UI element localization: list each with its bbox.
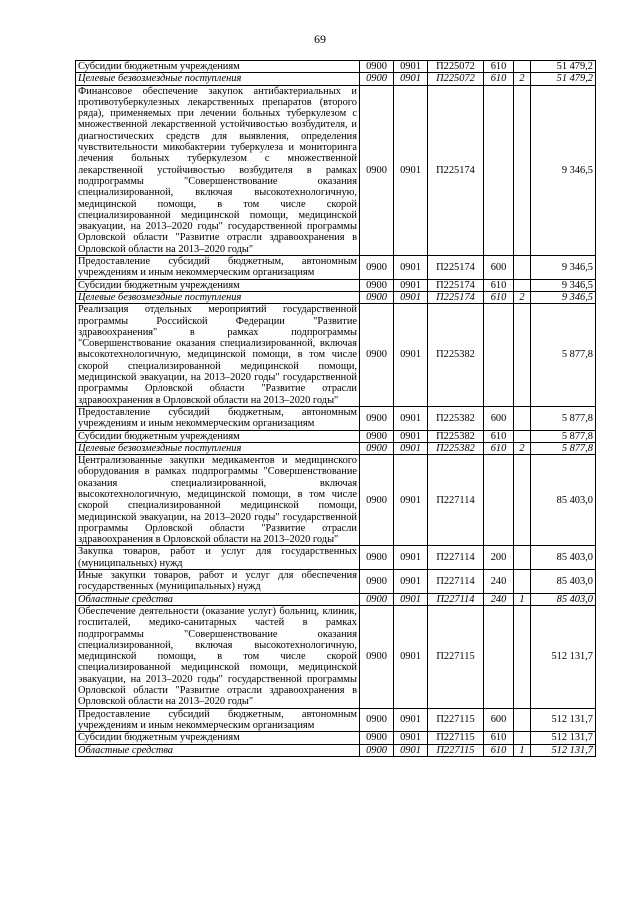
section-code-cell: 0900: [360, 442, 394, 454]
target-article-code-cell: П227115: [428, 744, 484, 756]
target-article-code-cell: П225072: [428, 73, 484, 85]
amount-cell: 9 346,5: [531, 256, 596, 280]
expense-type-code-cell: 200: [484, 546, 514, 570]
amount-cell: 5 877,8: [531, 442, 596, 454]
section-code-cell: 0900: [360, 708, 394, 732]
section-code-cell: 0900: [360, 430, 394, 442]
table-row: [76, 256, 596, 280]
table-row: [76, 279, 596, 291]
funding-source-code-cell: [514, 570, 531, 594]
amount-cell: 512 131,7: [531, 605, 596, 708]
amount-cell: 512 131,7: [531, 732, 596, 744]
section-code-cell: 0900: [360, 291, 394, 303]
funding-source-code-cell: [514, 304, 531, 407]
target-article-code-cell: П225382: [428, 442, 484, 454]
subsection-code-cell: 0901: [394, 593, 428, 605]
expense-type-code-cell: [484, 605, 514, 708]
subsection-code-cell: 0901: [394, 430, 428, 442]
section-code-cell: 0900: [360, 744, 394, 756]
row-name-cell: Предоставление субсидий бюджетным, автономным учреждениям и иным некоммерческим организациям: [76, 708, 360, 732]
section-code-cell: 0900: [360, 73, 394, 85]
funding-source-code-cell: [514, 546, 531, 570]
expense-type-code-cell: 610: [484, 430, 514, 442]
target-article-code-cell: П227115: [428, 605, 484, 708]
expense-type-code-cell: 610: [484, 73, 514, 85]
subsection-code-cell: 0901: [394, 442, 428, 454]
row-name-cell: Субсидии бюджетным учреждениям: [76, 430, 360, 442]
table-row: [76, 744, 596, 756]
section-code-cell: 0900: [360, 593, 394, 605]
funding-source-code-cell: [514, 605, 531, 708]
subsection-code-cell: 0901: [394, 744, 428, 756]
row-name-cell: Субсидии бюджетным учреждениям: [76, 61, 360, 73]
table-row: [76, 570, 596, 594]
amount-cell: 512 131,7: [531, 744, 596, 756]
funding-source-code-cell: [514, 732, 531, 744]
amount-cell: 85 403,0: [531, 546, 596, 570]
expense-type-code-cell: 610: [484, 732, 514, 744]
expense-type-code-cell: 610: [484, 291, 514, 303]
row-name-cell: Предоставление субсидий бюджетным, автономным учреждениям и иным некоммерческим организациям: [76, 406, 360, 430]
subsection-code-cell: 0901: [394, 279, 428, 291]
expense-type-code-cell: 240: [484, 593, 514, 605]
table-row: [76, 708, 596, 732]
table-row: [76, 73, 596, 85]
table-row: [76, 304, 596, 407]
row-name-cell: Целевые безвозмездные поступления: [76, 73, 360, 85]
target-article-code-cell: П225174: [428, 256, 484, 280]
section-code-cell: 0900: [360, 256, 394, 280]
section-code-cell: 0900: [360, 304, 394, 407]
funding-source-code-cell: [514, 256, 531, 280]
expense-type-code-cell: 610: [484, 279, 514, 291]
subsection-code-cell: 0901: [394, 85, 428, 255]
subsection-code-cell: 0901: [394, 256, 428, 280]
row-name-cell: Целевые безвозмездные поступления: [76, 291, 360, 303]
table-row: [76, 455, 596, 546]
subsection-code-cell: 0901: [394, 546, 428, 570]
expense-type-code-cell: [484, 85, 514, 255]
amount-cell: 51 479,2: [531, 73, 596, 85]
budget-table-body: [76, 61, 596, 757]
section-code-cell: 0900: [360, 279, 394, 291]
funding-source-code-cell: 1: [514, 593, 531, 605]
row-name-cell: Областные средства: [76, 593, 360, 605]
target-article-code-cell: П227114: [428, 455, 484, 546]
table-row: [76, 61, 596, 73]
amount-cell: 9 346,5: [531, 85, 596, 255]
subsection-code-cell: 0901: [394, 406, 428, 430]
funding-source-code-cell: 2: [514, 442, 531, 454]
target-article-code-cell: П227115: [428, 708, 484, 732]
amount-cell: 5 877,8: [531, 304, 596, 407]
expense-type-code-cell: 610: [484, 442, 514, 454]
row-name-cell: Предоставление субсидий бюджетным, автономным учреждениям и иным некоммерческим организациям: [76, 256, 360, 280]
subsection-code-cell: 0901: [394, 708, 428, 732]
amount-cell: 51 479,2: [531, 61, 596, 73]
expense-type-code-cell: 610: [484, 744, 514, 756]
table-row: [76, 85, 596, 255]
page-number: 69: [314, 32, 326, 46]
section-code-cell: 0900: [360, 546, 394, 570]
funding-source-code-cell: 2: [514, 73, 531, 85]
target-article-code-cell: П225382: [428, 304, 484, 407]
section-code-cell: 0900: [360, 570, 394, 594]
table-row: [76, 430, 596, 442]
row-name-cell: Субсидии бюджетным учреждениям: [76, 279, 360, 291]
amount-cell: 9 346,5: [531, 291, 596, 303]
target-article-code-cell: П225072: [428, 61, 484, 73]
row-name-cell: Централизованные закупки медикаментов и медицинского оборудования в рамках подпрограммы "Совершенствование оказания специализированной, включая высокотехнологичную, медицинской помощи, в том числе скорой специализированной медицинской помощи, медицинской эвакуации, на 2013–2020 годы" государственной программы Орловской области "Развитие отрасли здравоохранения в Орловской области на 2013–2020 годы": [76, 455, 360, 546]
row-name-cell: Областные средства: [76, 744, 360, 756]
amount-cell: 5 877,8: [531, 430, 596, 442]
expense-type-code-cell: 600: [484, 406, 514, 430]
row-name-cell: Иные закупки товаров, работ и услуг для обеспечения государственных (муниципальных) нужд: [76, 570, 360, 594]
table-row: [76, 442, 596, 454]
expense-type-code-cell: 600: [484, 256, 514, 280]
table-row: [76, 605, 596, 708]
section-code-cell: 0900: [360, 61, 394, 73]
subsection-code-cell: 0901: [394, 291, 428, 303]
subsection-code-cell: 0901: [394, 61, 428, 73]
row-name-cell: Закупка товаров, работ и услуг для государственных (муниципальных) нужд: [76, 546, 360, 570]
expense-type-code-cell: 240: [484, 570, 514, 594]
target-article-code-cell: П225382: [428, 406, 484, 430]
subsection-code-cell: 0901: [394, 570, 428, 594]
target-article-code-cell: П227114: [428, 546, 484, 570]
expense-type-code-cell: [484, 304, 514, 407]
section-code-cell: 0900: [360, 406, 394, 430]
target-article-code-cell: П225382: [428, 430, 484, 442]
row-name-cell: Обеспечение деятельности (оказание услуг) больниц, клиник, госпиталей, медико-санитарных частей в рамках подпрограммы "Совершенствование оказания специализированной, включая высокотехнологичную, медицинской помощи, в том числе скорой специализированной медицинской помощи, медицинской эвакуации, на 2013–2020 годы" государственной программы Орловской области "Развитие отрасли здравоохранения в Орловской области на 2013–2020 годы": [76, 605, 360, 708]
table-row: [76, 732, 596, 744]
section-code-cell: 0900: [360, 732, 394, 744]
funding-source-code-cell: [514, 430, 531, 442]
expense-type-code-cell: 600: [484, 708, 514, 732]
row-name-cell: Целевые безвозмездные поступления: [76, 442, 360, 454]
section-code-cell: 0900: [360, 85, 394, 255]
amount-cell: 85 403,0: [531, 455, 596, 546]
target-article-code-cell: П225174: [428, 85, 484, 255]
section-code-cell: 0900: [360, 455, 394, 546]
subsection-code-cell: 0901: [394, 455, 428, 546]
section-code-cell: 0900: [360, 605, 394, 708]
row-name-cell: Финансовое обеспечение закупок антибактериальных и противотуберкулезных лекарственных препаратов (второго ряда), применяемых при лечении больных туберкулезом с множественной лекарственной устойчивостью возбудителя, и диагностических средств для выявления, определения чувствительности микобактерии туберкулеза и мониторинга лечения больных туберкулезом с множественной лекарственной устойчивостью возбудителя в рамках подпрограммы "Совершенствование оказания специализированной, включая высокотехнологичную, медицинской помощи, в том числе скорой специализированной медицинской помощи, медицинской эвакуации, на 2013–2020 годы" государственной программы Орловской области "Развитие отрасли здравоохранения в Орловской области на 2013–2020 годы": [76, 85, 360, 255]
funding-source-code-cell: [514, 279, 531, 291]
funding-source-code-cell: [514, 85, 531, 255]
amount-cell: 512 131,7: [531, 708, 596, 732]
funding-source-code-cell: 1: [514, 744, 531, 756]
target-article-code-cell: П227114: [428, 593, 484, 605]
amount-cell: 85 403,0: [531, 593, 596, 605]
target-article-code-cell: П225174: [428, 279, 484, 291]
table-row: [76, 406, 596, 430]
target-article-code-cell: П227114: [428, 570, 484, 594]
expense-type-code-cell: 610: [484, 61, 514, 73]
funding-source-code-cell: [514, 61, 531, 73]
row-name-cell: Субсидии бюджетным учреждениям: [76, 732, 360, 744]
target-article-code-cell: П227115: [428, 732, 484, 744]
funding-source-code-cell: [514, 708, 531, 732]
expense-type-code-cell: [484, 455, 514, 546]
amount-cell: 85 403,0: [531, 570, 596, 594]
table-row: [76, 593, 596, 605]
funding-source-code-cell: [514, 406, 531, 430]
funding-source-code-cell: 2: [514, 291, 531, 303]
table-row: [76, 546, 596, 570]
amount-cell: 9 346,5: [531, 279, 596, 291]
subsection-code-cell: 0901: [394, 304, 428, 407]
budget-table: [75, 60, 596, 757]
target-article-code-cell: П225174: [428, 291, 484, 303]
subsection-code-cell: 0901: [394, 732, 428, 744]
subsection-code-cell: 0901: [394, 605, 428, 708]
funding-source-code-cell: [514, 455, 531, 546]
table-row: [76, 291, 596, 303]
subsection-code-cell: 0901: [394, 73, 428, 85]
row-name-cell: Реализация отдельных мероприятий государственной программы Российской Федерации "Развитие здравоохранения" в рамках подпрограммы "Совершенствование оказания специализированной, включая высокотехнологичную, медицинской помощи, в том числе скорой специализированной медицинской помощи, медицинской эвакуации, на 2013–2020 годы" государственной программы Орловской области "Развитие отрасли здравоохранения в Орловской области на 2013–2020 годы": [76, 304, 360, 407]
amount-cell: 5 877,8: [531, 406, 596, 430]
